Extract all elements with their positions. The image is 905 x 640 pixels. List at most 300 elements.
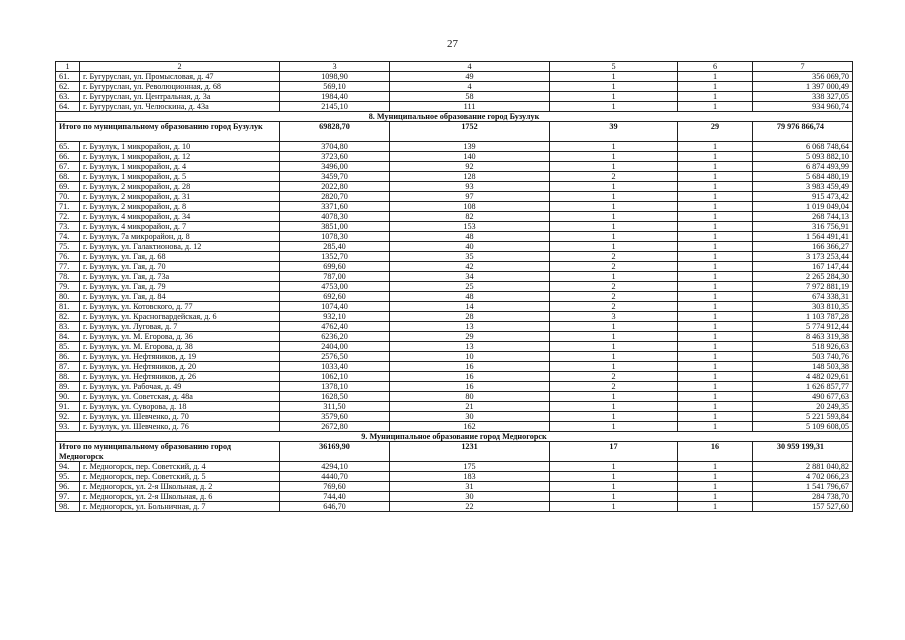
table-cell: г. Бузулук, 2 микрорайон, д. 8 <box>80 202 280 212</box>
table-cell: 87. <box>56 362 80 372</box>
table-cell: 68. <box>56 172 80 182</box>
table-cell: 82. <box>56 312 80 322</box>
table-cell: 31 <box>390 482 550 492</box>
table-cell: г. Медногорск, пер. Советский, д. 5 <box>80 472 280 482</box>
table-cell: 162 <box>390 422 550 432</box>
table-cell: 1 <box>550 422 678 432</box>
table-cell: г. Бузулук, ул. Гая, д. 70 <box>80 262 280 272</box>
table-cell: г. Медногорск, ул. 2-я Школьная, д. 6 <box>80 492 280 502</box>
table-cell: 3723,60 <box>280 152 390 162</box>
column-header-row <box>56 62 853 72</box>
table-cell: 744,40 <box>280 492 390 502</box>
total-col6: 29 <box>678 122 753 142</box>
table-cell: 1 <box>678 322 753 332</box>
table-cell: 64. <box>56 102 80 112</box>
table-cell: 25 <box>390 282 550 292</box>
table-cell: 1 <box>678 372 753 382</box>
table-cell: 692,60 <box>280 292 390 302</box>
table-cell: 2 <box>550 302 678 312</box>
table-cell: 96. <box>56 482 80 492</box>
total-label: Итого по муниципальному образованию город Медногорск <box>56 442 280 462</box>
registry-table <box>55 61 853 512</box>
table-cell: 2404,00 <box>280 342 390 352</box>
table-cell: 1 541 796,67 <box>753 482 853 492</box>
table-cell: 4440,70 <box>280 472 390 482</box>
table-cell: 2672,80 <box>280 422 390 432</box>
table-cell: 153 <box>390 222 550 232</box>
table-cell: 674 338,31 <box>753 292 853 302</box>
table-cell: 4762,40 <box>280 322 390 332</box>
table-cell: 80 <box>390 392 550 402</box>
table-cell: 85. <box>56 342 80 352</box>
table-cell: 1 <box>678 362 753 372</box>
column-header: 7 <box>753 62 853 72</box>
table-cell: 1 <box>550 272 678 282</box>
table-cell: 6 068 748,64 <box>753 142 853 152</box>
table-row <box>56 232 853 242</box>
table-cell: 1 397 000,49 <box>753 82 853 92</box>
table-cell: 1 <box>678 402 753 412</box>
table-cell: 3851,00 <box>280 222 390 232</box>
table-cell: г. Бузулук, ул. М. Егорова, д. 36 <box>80 332 280 342</box>
table-cell: 2022,80 <box>280 182 390 192</box>
table-cell: 62. <box>56 82 80 92</box>
table-cell: 6236,20 <box>280 332 390 342</box>
table-row <box>56 292 853 302</box>
table-cell: 1 <box>678 272 753 282</box>
total-residents: 1231 <box>390 442 550 462</box>
table-cell: 80. <box>56 292 80 302</box>
table-cell: 1 <box>678 352 753 362</box>
table-cell: 2 <box>550 372 678 382</box>
table-cell: 915 473,42 <box>753 192 853 202</box>
table-cell: 1 <box>678 422 753 432</box>
table-cell: 5 221 593,84 <box>753 412 853 422</box>
table-cell: 74. <box>56 232 80 242</box>
table-cell: 66. <box>56 152 80 162</box>
table-cell: 1078,30 <box>280 232 390 242</box>
table-cell: 13 <box>390 322 550 332</box>
table-cell: г. Бузулук, ул. Красногвардейская, д. 6 <box>80 312 280 322</box>
table-row <box>56 352 853 362</box>
table-row <box>56 392 853 402</box>
table-cell: 28 <box>390 312 550 322</box>
table-cell: 1 <box>550 332 678 342</box>
table-cell: г. Бузулук, ул. Котовского, д. 77 <box>80 302 280 312</box>
table-row <box>56 482 853 492</box>
table-row <box>56 462 853 472</box>
table-cell: 5 109 608,05 <box>753 422 853 432</box>
table-cell: 1628,50 <box>280 392 390 402</box>
table-cell: 1 <box>550 92 678 102</box>
table-cell: 646,70 <box>280 502 390 512</box>
column-header: 2 <box>80 62 280 72</box>
table-cell: 1 <box>550 322 678 332</box>
table-cell: 2 881 040,82 <box>753 462 853 472</box>
table-cell: 787,00 <box>280 272 390 282</box>
total-residents: 1752 <box>390 122 550 142</box>
table-cell: 2145,10 <box>280 102 390 112</box>
table-cell: 1378,10 <box>280 382 390 392</box>
table-cell: 90. <box>56 392 80 402</box>
table-cell: 1 <box>678 332 753 342</box>
table-cell: г. Бузулук, ул. Рабочая, д. 49 <box>80 382 280 392</box>
table-cell: г. Бугуруслан, ул. Челюскина, д. 43а <box>80 102 280 112</box>
table-cell: 89. <box>56 382 80 392</box>
table-cell: г. Бузулук, 4 микрорайон, д. 34 <box>80 212 280 222</box>
table-row <box>56 342 853 352</box>
table-cell: 86. <box>56 352 80 362</box>
table-cell: 1 <box>550 502 678 512</box>
table-cell: 1 <box>678 182 753 192</box>
table-cell: 30 <box>390 412 550 422</box>
table-cell: 3579,60 <box>280 412 390 422</box>
table-cell: 7 972 881,19 <box>753 282 853 292</box>
table-cell: 3704,80 <box>280 142 390 152</box>
table-cell: 285,40 <box>280 242 390 252</box>
table-cell: 40 <box>390 242 550 252</box>
table-cell: г. Бузулук, ул. Гая, д. 79 <box>80 282 280 292</box>
table-cell: 2576,50 <box>280 352 390 362</box>
table-cell: 148 503,38 <box>753 362 853 372</box>
column-header: 6 <box>678 62 753 72</box>
table-cell: 1 <box>678 142 753 152</box>
table-cell: 97 <box>390 192 550 202</box>
table-cell: 128 <box>390 172 550 182</box>
table-cell: 1 <box>550 182 678 192</box>
table-cell: г. Бузулук, ул. Шевченко, д. 70 <box>80 412 280 422</box>
table-cell: 108 <box>390 202 550 212</box>
total-col5: 17 <box>550 442 678 462</box>
table-row <box>56 282 853 292</box>
total-area: 69828,70 <box>280 122 390 142</box>
table-row <box>56 502 853 512</box>
table-row <box>56 152 853 162</box>
table-cell: 1 <box>550 482 678 492</box>
table-cell: 1 <box>678 502 753 512</box>
table-cell: г. Бузулук, ул. Нефтяников, д. 19 <box>80 352 280 362</box>
table-cell: 1 <box>550 202 678 212</box>
section-8-title-row <box>56 112 853 122</box>
table-cell: 1352,70 <box>280 252 390 262</box>
table-cell: 98. <box>56 502 80 512</box>
table-cell: г. Бузулук, ул. Гая, д. 84 <box>80 292 280 302</box>
table-cell: г. Медногорск, пер. Советский, д. 4 <box>80 462 280 472</box>
table-cell: 4 <box>390 82 550 92</box>
table-cell: 88. <box>56 372 80 382</box>
table-cell: г. Бузулук, 4 микрорайон, д. 7 <box>80 222 280 232</box>
table-cell: 77. <box>56 262 80 272</box>
section-8-total-row <box>56 122 853 142</box>
table-cell: г. Бузулук, ул. Шевченко, д. 76 <box>80 422 280 432</box>
column-header: 3 <box>280 62 390 72</box>
column-header: 1 <box>56 62 80 72</box>
table-row <box>56 172 853 182</box>
table-cell: 1 <box>678 152 753 162</box>
table-cell: 35 <box>390 252 550 262</box>
table-cell: 699,60 <box>280 262 390 272</box>
table-cell: 95. <box>56 472 80 482</box>
table-row <box>56 412 853 422</box>
table-row <box>56 142 853 152</box>
table-cell: 157 527,60 <box>753 502 853 512</box>
table-cell: 1 <box>678 262 753 272</box>
table-cell: 140 <box>390 152 550 162</box>
table-cell: 303 810,35 <box>753 302 853 312</box>
table-cell: 2 <box>550 292 678 302</box>
table-cell: 932,10 <box>280 312 390 322</box>
table-cell: 78. <box>56 272 80 282</box>
table-cell: 1 <box>678 212 753 222</box>
table-cell: г. Бузулук, 1 микрорайон, д. 5 <box>80 172 280 182</box>
table-cell: 16 <box>390 372 550 382</box>
table-cell: 1 <box>678 202 753 212</box>
column-header: 4 <box>390 62 550 72</box>
table-row <box>56 82 853 92</box>
table-cell: 5 684 480,19 <box>753 172 853 182</box>
table-cell: 71. <box>56 202 80 212</box>
table-cell: 1 <box>550 142 678 152</box>
table-row <box>56 192 853 202</box>
table-cell: 2 <box>550 282 678 292</box>
table-cell: 3496,00 <box>280 162 390 172</box>
table-cell: 1 <box>550 212 678 222</box>
table-cell: 70. <box>56 192 80 202</box>
table-row <box>56 372 853 382</box>
table-cell: 4 482 029,61 <box>753 372 853 382</box>
table-cell: 490 677,63 <box>753 392 853 402</box>
total-amount: 30 959 199,31 <box>753 442 853 462</box>
table-cell: 1 <box>550 82 678 92</box>
table-cell: 48 <box>390 292 550 302</box>
table-cell: 92 <box>390 162 550 172</box>
table-cell: 1 <box>678 392 753 402</box>
table-cell: 2 <box>550 262 678 272</box>
table-cell: 1 <box>550 412 678 422</box>
table-row <box>56 322 853 332</box>
table-cell: 4753,00 <box>280 282 390 292</box>
table-cell: 16 <box>390 382 550 392</box>
table-cell: 61. <box>56 72 80 82</box>
table-cell: г. Бузулук, ул. Луговая, д. 7 <box>80 322 280 332</box>
table-cell: 1062,10 <box>280 372 390 382</box>
table-cell: 2820,70 <box>280 192 390 202</box>
table-cell: г. Бузулук, 1 микрорайон, д. 4 <box>80 162 280 172</box>
table-cell: 83. <box>56 322 80 332</box>
table-cell: 769,60 <box>280 482 390 492</box>
table-cell: 1 <box>678 82 753 92</box>
table-cell: 92. <box>56 412 80 422</box>
table-row <box>56 212 853 222</box>
table-cell: 69. <box>56 182 80 192</box>
table-cell: 1 <box>550 102 678 112</box>
table-cell: 16 <box>390 362 550 372</box>
table-cell: 1 <box>678 482 753 492</box>
table-row <box>56 202 853 212</box>
table-cell: 1 626 857,77 <box>753 382 853 392</box>
table-cell: 82 <box>390 212 550 222</box>
total-label: Итого по муниципальному образованию город Бузулук <box>56 122 280 142</box>
table-row <box>56 402 853 412</box>
table-cell: 29 <box>390 332 550 342</box>
table-cell: 3459,70 <box>280 172 390 182</box>
table-cell: 20 249,35 <box>753 402 853 412</box>
table-cell: 21 <box>390 402 550 412</box>
table-cell: 2 <box>550 252 678 262</box>
table-row <box>56 252 853 262</box>
table-cell: 1984,40 <box>280 92 390 102</box>
table-cell: 1 <box>550 192 678 202</box>
table-cell: 1 <box>678 302 753 312</box>
table-cell: 79. <box>56 282 80 292</box>
table-cell: 338 327,05 <box>753 92 853 102</box>
total-col6: 16 <box>678 442 753 462</box>
table-cell: 14 <box>390 302 550 312</box>
total-area: 36169,90 <box>280 442 390 462</box>
table-cell: 75. <box>56 242 80 252</box>
table-cell: 1074,40 <box>280 302 390 312</box>
table-row <box>56 472 853 482</box>
table-cell: 4294,10 <box>280 462 390 472</box>
table-cell: 97. <box>56 492 80 502</box>
table-cell: 1 <box>550 462 678 472</box>
table-cell: 13 <box>390 342 550 352</box>
table-cell: 311,50 <box>280 402 390 412</box>
table-cell: 3371,60 <box>280 202 390 212</box>
table-cell: 65. <box>56 142 80 152</box>
table-cell: 1 019 049,04 <box>753 202 853 212</box>
table-cell: 1 <box>550 152 678 162</box>
table-row <box>56 162 853 172</box>
table-cell: 1 <box>678 492 753 502</box>
table-cell: 3 <box>550 312 678 322</box>
table-cell: 49 <box>390 72 550 82</box>
table-cell: 1 <box>678 232 753 242</box>
section-9-title-row <box>56 432 853 442</box>
table-cell: г. Бузулук, ул. Нефтяников, д. 26 <box>80 372 280 382</box>
table-cell: 1 <box>550 72 678 82</box>
table-cell: г. Бузулук, 1 микрорайон, д. 10 <box>80 142 280 152</box>
table-cell: г. Бугуруслан, ул. Промысловая, д. 47 <box>80 72 280 82</box>
table-cell: 1 <box>678 292 753 302</box>
table-cell: 111 <box>390 102 550 112</box>
table-cell: г. Бузулук, ул. М. Егорова, д. 38 <box>80 342 280 352</box>
table-cell: 1 <box>678 92 753 102</box>
table-row <box>56 302 853 312</box>
table-cell: г. Бузулук, 2 микрорайон, д. 31 <box>80 192 280 202</box>
table-cell: 1 <box>550 222 678 232</box>
table-cell: 1 <box>550 402 678 412</box>
table-cell: 1033,40 <box>280 362 390 372</box>
table-cell: 72. <box>56 212 80 222</box>
table-cell: 1 <box>550 342 678 352</box>
table-cell: 76. <box>56 252 80 262</box>
table-row <box>56 332 853 342</box>
table-row <box>56 422 853 432</box>
table-cell: 1 564 491,41 <box>753 232 853 242</box>
table-cell: 183 <box>390 472 550 482</box>
table-cell: 1 103 787,28 <box>753 312 853 322</box>
table-row <box>56 382 853 392</box>
table-cell: 518 926,63 <box>753 342 853 352</box>
table-cell: 503 740,76 <box>753 352 853 362</box>
table-cell: 1 <box>678 342 753 352</box>
table-cell: 2 <box>550 172 678 182</box>
table-cell: 139 <box>390 142 550 152</box>
table-row <box>56 492 853 502</box>
section-9-total-row <box>56 442 853 462</box>
table-cell: 167 147,44 <box>753 262 853 272</box>
table-cell: 1 <box>678 412 753 422</box>
table-cell: 356 069,70 <box>753 72 853 82</box>
table-cell: 6 874 493,99 <box>753 162 853 172</box>
table-cell: 4078,30 <box>280 212 390 222</box>
table-cell: 175 <box>390 462 550 472</box>
table-cell: 1 <box>678 382 753 392</box>
table-cell: 22 <box>390 502 550 512</box>
table-cell: 1 <box>678 192 753 202</box>
table-cell: 2 <box>550 382 678 392</box>
table-cell: 316 756,91 <box>753 222 853 232</box>
table-row <box>56 182 853 192</box>
table-cell: 73. <box>56 222 80 232</box>
section-title: 9. Муниципальное образование город Медногорск <box>56 432 853 442</box>
page-number: 27 <box>447 38 458 50</box>
table-cell: 1 <box>550 492 678 502</box>
table-cell: 91. <box>56 402 80 412</box>
table-cell: 48 <box>390 232 550 242</box>
table-cell: 1 <box>678 282 753 292</box>
table-row <box>56 222 853 232</box>
table-cell: 67. <box>56 162 80 172</box>
table-cell: г. Медногорск, ул. 2-я Школьная, д. 2 <box>80 482 280 492</box>
table-cell: 84. <box>56 332 80 342</box>
table-cell: 1 <box>678 252 753 262</box>
table-cell: 268 744,13 <box>753 212 853 222</box>
table-cell: 166 366,27 <box>753 242 853 252</box>
table-cell: г. Бузулук, ул. Галактионова, д. 12 <box>80 242 280 252</box>
table-cell: г. Бузулук, 7а микрорайон, д. 8 <box>80 232 280 242</box>
table-cell: 93 <box>390 182 550 192</box>
table-cell: 569,10 <box>280 82 390 92</box>
table-cell: 1 <box>678 72 753 82</box>
total-col5: 39 <box>550 122 678 142</box>
table-cell: 3 173 253,44 <box>753 252 853 262</box>
table-cell: 2 265 284,30 <box>753 272 853 282</box>
table-cell: г. Бузулук, ул. Гая, д. 73а <box>80 272 280 282</box>
table-cell: г. Бузулук, ул. Советская, д. 48а <box>80 392 280 402</box>
table-cell: 1 <box>678 312 753 322</box>
table-cell: 1 <box>550 162 678 172</box>
table-cell: 4 702 066,23 <box>753 472 853 482</box>
table-cell: 1 <box>678 242 753 252</box>
table-cell: 58 <box>390 92 550 102</box>
table-cell: 10 <box>390 352 550 362</box>
table-cell: г. Медногорск, ул. Больничная, д. 7 <box>80 502 280 512</box>
table-row <box>56 102 853 112</box>
table-cell: г. Бузулук, ул. Нефтяников, д. 20 <box>80 362 280 372</box>
table-cell: 3 983 459,49 <box>753 182 853 192</box>
section-title: 8. Муниципальное образование город Бузулук <box>56 112 853 122</box>
table-cell: 1 <box>550 232 678 242</box>
table-row <box>56 312 853 322</box>
table-cell: 63. <box>56 92 80 102</box>
table-cell: 1 <box>678 462 753 472</box>
table-cell: 934 960,74 <box>753 102 853 112</box>
total-amount: 79 976 866,74 <box>753 122 853 142</box>
table-row <box>56 92 853 102</box>
table-row <box>56 72 853 82</box>
